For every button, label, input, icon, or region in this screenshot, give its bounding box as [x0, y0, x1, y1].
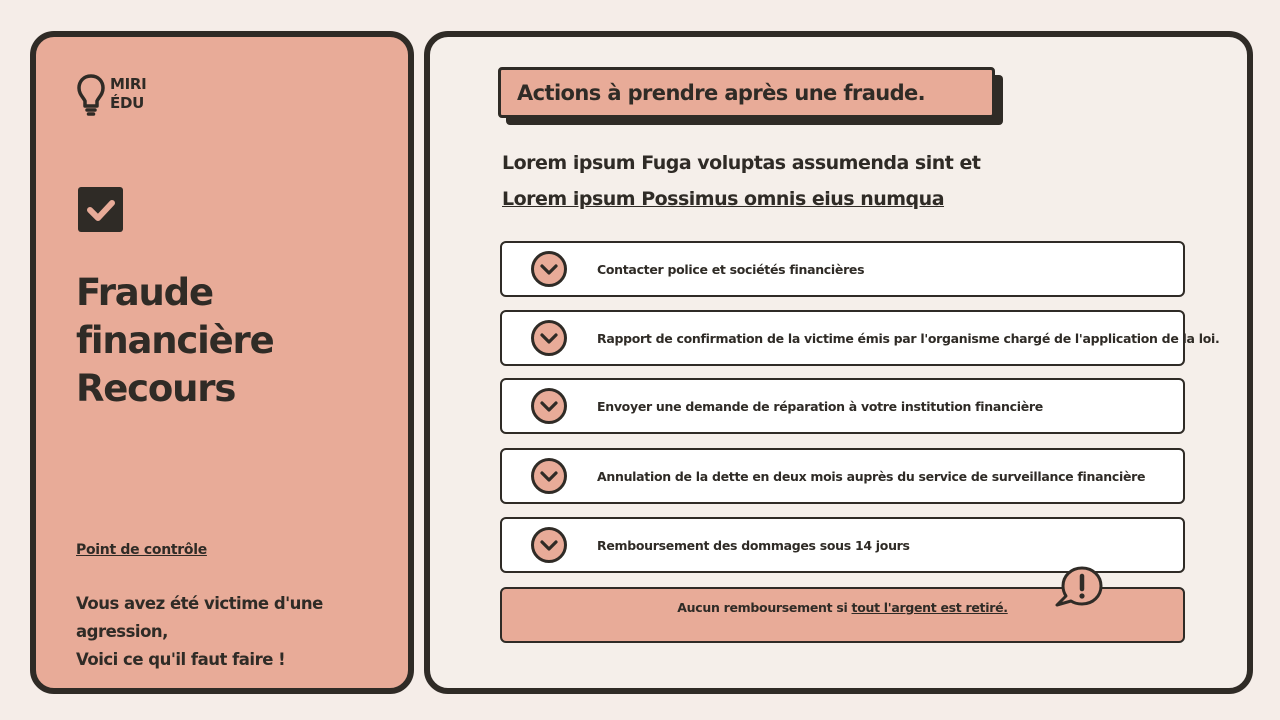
step-label: Remboursement des dommages sous 14 jours [597, 537, 910, 553]
warning-box [500, 587, 1185, 643]
page-title [76, 269, 406, 413]
step-item[interactable] [500, 378, 1185, 434]
step-label: Rapport de confirmation de la victime émis par l'organisme chargé de l'application de la loi. [597, 330, 1220, 346]
chevron-down-icon [531, 251, 567, 287]
heading-box [498, 67, 995, 118]
section-heading: Actions à prendre après une fraude. [517, 80, 926, 105]
left-panel [30, 31, 414, 694]
lightbulb-icon [76, 73, 106, 117]
exclamation-bubble-icon [1054, 565, 1106, 611]
chevron-down-icon [531, 527, 567, 563]
step-label: Envoyer une demande de réparation à votre institution financière [597, 398, 1043, 414]
right-panel [424, 31, 1253, 694]
logo-line1: MIRI [110, 75, 147, 93]
step-label: Contacter police et sociétés financières [597, 261, 865, 277]
warning-prefix: Aucun remboursement si [677, 600, 852, 615]
subtitle-line2-link[interactable]: Lorem ipsum Possimus omnis eius numqua [502, 188, 945, 210]
logo-line2: ÉDU [110, 94, 144, 112]
message-line2: Voici ce qu'il faut faire ! [76, 650, 286, 669]
warning-link[interactable]: tout l'argent est retiré. [851, 600, 1008, 615]
victim-message [76, 590, 406, 674]
message-line1: Vous avez été victime d'une agression, [76, 594, 323, 641]
title-line1: Fraude financière [76, 271, 274, 362]
subtitle-line1: Lorem ipsum Fuga voluptas assumenda sint et [502, 152, 981, 174]
chevron-down-icon [531, 388, 567, 424]
chevron-down-icon [531, 458, 567, 494]
checkpoint-link[interactable]: Point de contrôle [76, 542, 207, 558]
step-item[interactable] [500, 241, 1185, 297]
logo [76, 73, 146, 117]
chevron-down-icon [531, 320, 567, 356]
step-label: Annulation de la dette en deux mois auprès du service de surveillance financière [597, 468, 1146, 484]
step-item[interactable] [500, 310, 1220, 366]
title-line2: Recours [76, 367, 236, 410]
subtitle [502, 145, 980, 217]
checkbox-icon [78, 187, 123, 232]
step-item[interactable] [500, 448, 1185, 504]
